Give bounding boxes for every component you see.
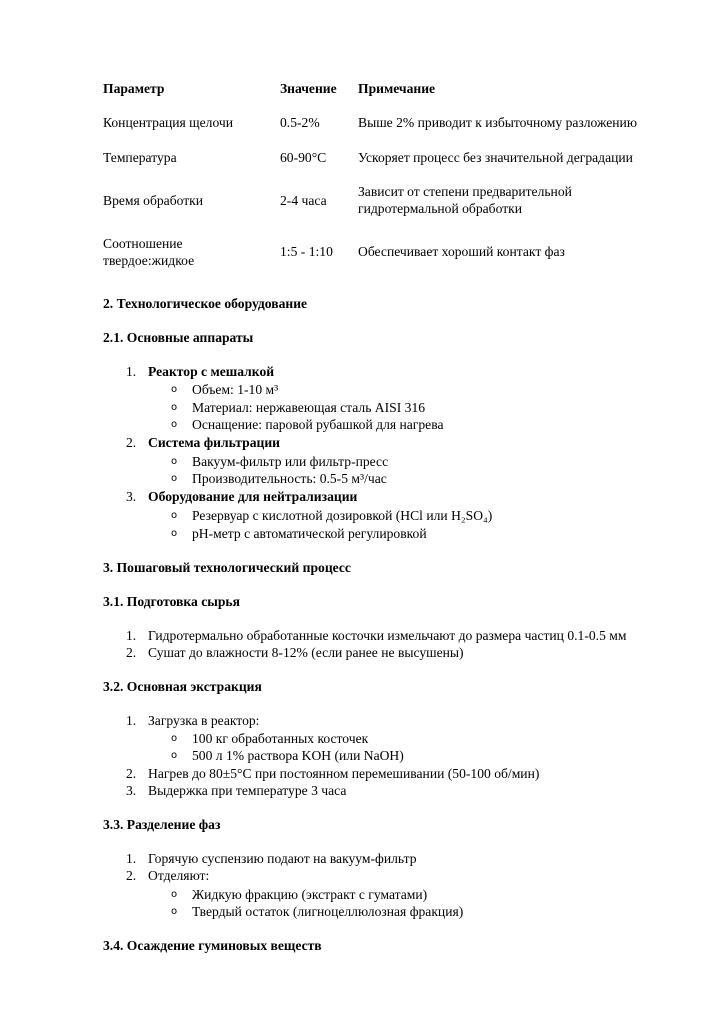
bullet-icon: o xyxy=(171,889,178,900)
list-item: Горячую суспензию подают на вакуум-фильтр xyxy=(148,851,417,866)
list-subitem: Резервуар с кислотной дозировкой (HCl или H₂SO₄) xyxy=(192,508,493,523)
list-item: Нагрев до 80±5°C при постоянном перемешивании (50-100 об/мин) xyxy=(148,766,540,781)
bullet-icon: o xyxy=(171,906,178,917)
bullet-icon: o xyxy=(171,402,178,413)
list-item: Сушат до влажности 8-12% (если ранее не высушены) xyxy=(148,645,464,660)
table-header-note: Примечание xyxy=(358,81,436,96)
subsection-heading: 3.4. Осаждение гуминовых веществ xyxy=(103,938,322,953)
list-subitem: 500 л 1% раствора KOH (или NaOH) xyxy=(192,748,404,763)
list-number: 2. xyxy=(126,435,137,450)
list-subitem: Оснащение: паровой рубашкой для нагрева xyxy=(192,417,444,432)
list-item: Выдержка при температуре 3 часа xyxy=(148,783,347,798)
list-subitem: Твердый остаток (лигноцеллюлозная фракция) xyxy=(192,904,464,919)
bullet-icon: o xyxy=(171,750,178,761)
bullet-icon: o xyxy=(171,384,178,395)
list-number: 1. xyxy=(126,851,137,866)
table-cell-note: Обеспечивает хороший контакт фаз xyxy=(358,244,565,259)
list-number: 2. xyxy=(126,645,137,660)
bullet-icon: o xyxy=(171,510,178,521)
table-cell-param: твердое:жидкое xyxy=(103,253,195,268)
list-item-title: Реактор с мешалкой xyxy=(148,364,275,379)
list-item: Гидротермально обработанные косточки измельчают до размера частиц 0.1-0.5 мм xyxy=(148,628,627,643)
list-item-title: Оборудование для нейтрализации xyxy=(148,489,358,504)
section-heading: 2. Технологическое оборудование xyxy=(103,296,308,311)
list-number: 2. xyxy=(126,766,137,781)
list-number: 3. xyxy=(126,783,137,798)
subsection-heading: 3.1. Подготовка сырья xyxy=(103,594,240,609)
bullet-icon: o xyxy=(171,456,178,467)
table-cell-note: Зависит от степени предварительной xyxy=(358,184,572,199)
list-item-title: Система фильтрации xyxy=(148,435,280,450)
table-header-value: Значение xyxy=(280,81,337,96)
bullet-icon: o xyxy=(171,473,178,484)
list-number: 3. xyxy=(126,489,137,504)
list-subitem: 100 кг обработанных косточек xyxy=(192,731,369,746)
table-cell-value: 1:5 - 1:10 xyxy=(280,244,333,259)
list-number: 1. xyxy=(126,628,137,643)
table-cell-param: Температура xyxy=(103,150,177,165)
list-number: 1. xyxy=(126,364,137,379)
list-subitem: Жидкую фракцию (экстракт с гуматами) xyxy=(192,887,428,902)
table-header-param: Параметр xyxy=(103,81,165,96)
table-cell-param: Соотношение xyxy=(103,236,183,251)
list-subitem: Вакуум-фильтр или фильтр-пресс xyxy=(192,454,389,469)
table-cell-note: гидротермальной обработки xyxy=(358,201,523,216)
list-item: Отделяют: xyxy=(148,868,210,883)
list-subitem: Объем: 1-10 м³ xyxy=(192,382,279,397)
table-cell-value: 0.5-2% xyxy=(280,115,320,130)
table-cell-value: 2-4 часа xyxy=(280,193,327,208)
list-subitem: Производительность: 0.5-5 м³/час xyxy=(192,471,387,486)
list-subitem: Материал: нержавеющая сталь AISI 316 xyxy=(192,400,426,415)
section-heading: 3. Пошаговый технологический процесс xyxy=(103,560,351,575)
list-subitem: pH-метр с автоматической регулировкой xyxy=(192,526,427,541)
bullet-icon: o xyxy=(171,528,178,539)
table-cell-note: Ускоряет процесс без значительной деградации xyxy=(358,150,633,165)
bullet-icon: o xyxy=(171,419,178,430)
table-cell-note: Выше 2% приводит к избыточному разложению xyxy=(358,115,637,130)
bullet-icon: o xyxy=(171,733,178,744)
subsection-heading: 3.3. Разделение фаз xyxy=(103,817,221,832)
list-number: 2. xyxy=(126,868,137,883)
subsection-heading: 2.1. Основные аппараты xyxy=(103,330,254,345)
list-number: 1. xyxy=(126,713,137,728)
list-item: Загрузка в реактор: xyxy=(148,713,260,728)
table-cell-param: Время обработки xyxy=(103,193,204,208)
subsection-heading: 3.2. Основная экстракция xyxy=(103,679,262,694)
table-cell-param: Концентрация щелочи xyxy=(103,115,234,130)
table-cell-value: 60-90°C xyxy=(280,150,327,165)
